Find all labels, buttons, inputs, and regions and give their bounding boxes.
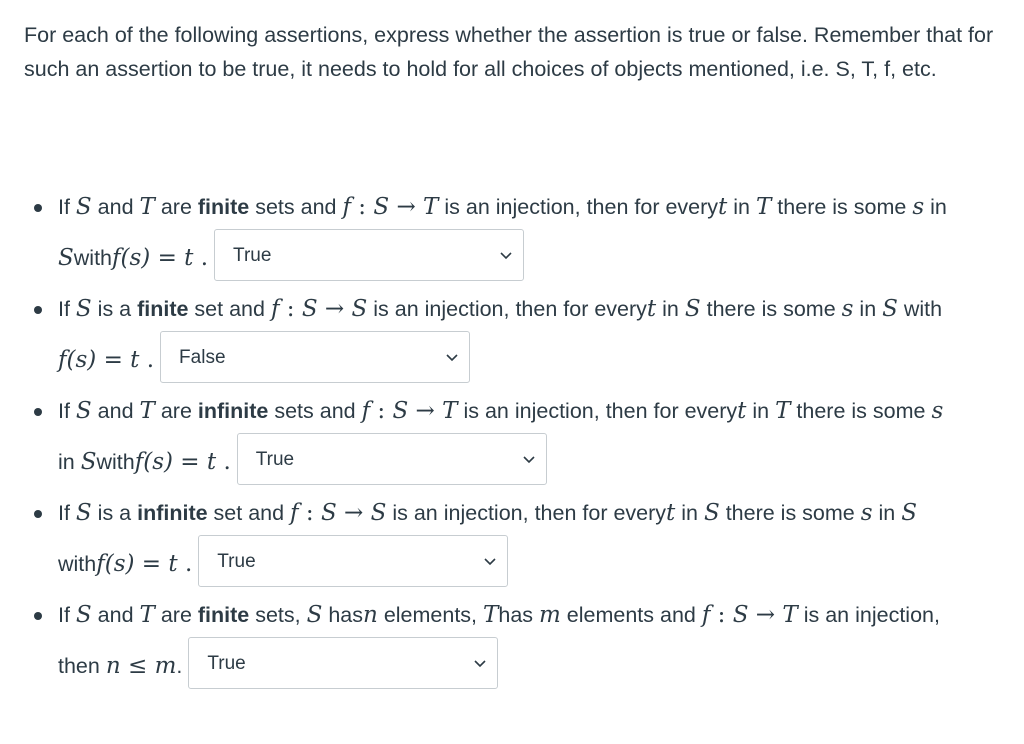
chevron-down-icon (483, 554, 497, 568)
chevron-down-icon (522, 452, 536, 466)
bullet-icon (34, 204, 42, 212)
assertion-3-line-1: If S and T are infinite sets and f : S → T is an injection, then for everyt in T there is some s (58, 398, 944, 424)
assertion-list (34, 182, 1004, 692)
assertion-4-line-1: If S is a infinite set and f : S → S is an injection, then for everyt in S there is some s in S (58, 500, 917, 526)
instructions-text: For each of the following assertions, express whether the assertion is true or false. Remember that for such an assertion to be true, it needs to hold for all choices of objects mentioned, i.e. S, T, f, etc. (24, 23, 994, 81)
assertion-item-3 (34, 386, 1004, 488)
assertion-item-4 (34, 488, 1004, 590)
answer-dropdown-3[interactable] (237, 433, 547, 485)
bullet-icon (34, 408, 42, 416)
assertion-2-line-1: If S is a finite set and f : S → S is an injection, then for everyt in S there is some s in S with (58, 296, 943, 322)
answer-dropdown-value: True (233, 244, 272, 266)
answer-dropdown-4[interactable] (198, 535, 508, 587)
bullet-icon (34, 306, 42, 314)
answer-dropdown-2[interactable] (160, 331, 470, 383)
assertion-3-line-2: in Swithf(s) = t . True (58, 437, 1004, 488)
assertion-item-2 (34, 284, 1004, 386)
answer-dropdown-value: True (207, 652, 246, 674)
chevron-down-icon (473, 656, 487, 670)
assertion-1-line-2: Swithf(s) = t . True (58, 233, 1004, 284)
assertion-4-line-2: withf(s) = t . True (58, 539, 1004, 590)
assertion-1-line-1: If S and T are finite sets and f : S → T is an injection, then for everyt in T there is some s in (58, 194, 947, 220)
answer-dropdown-1[interactable] (214, 229, 524, 281)
answer-dropdown-5[interactable] (188, 637, 498, 689)
assertion-5-line-2: then n ≤ m. True (58, 641, 1004, 692)
assertion-2-line-2: f(s) = t . False (58, 335, 1004, 386)
assertion-item-1 (34, 182, 1004, 284)
assertion-item-5 (34, 590, 1004, 692)
chevron-down-icon (499, 248, 513, 262)
assertion-5-line-1: If S and T are finite sets, S hasn elements, Thas m elements and f : S → T is an injection, (58, 602, 940, 628)
chevron-down-icon (445, 350, 459, 364)
bullet-icon (34, 612, 42, 620)
answer-dropdown-value: True (217, 550, 256, 572)
answer-dropdown-value: False (179, 346, 226, 368)
bullet-icon (34, 510, 42, 518)
answer-dropdown-value: True (255, 448, 295, 470)
